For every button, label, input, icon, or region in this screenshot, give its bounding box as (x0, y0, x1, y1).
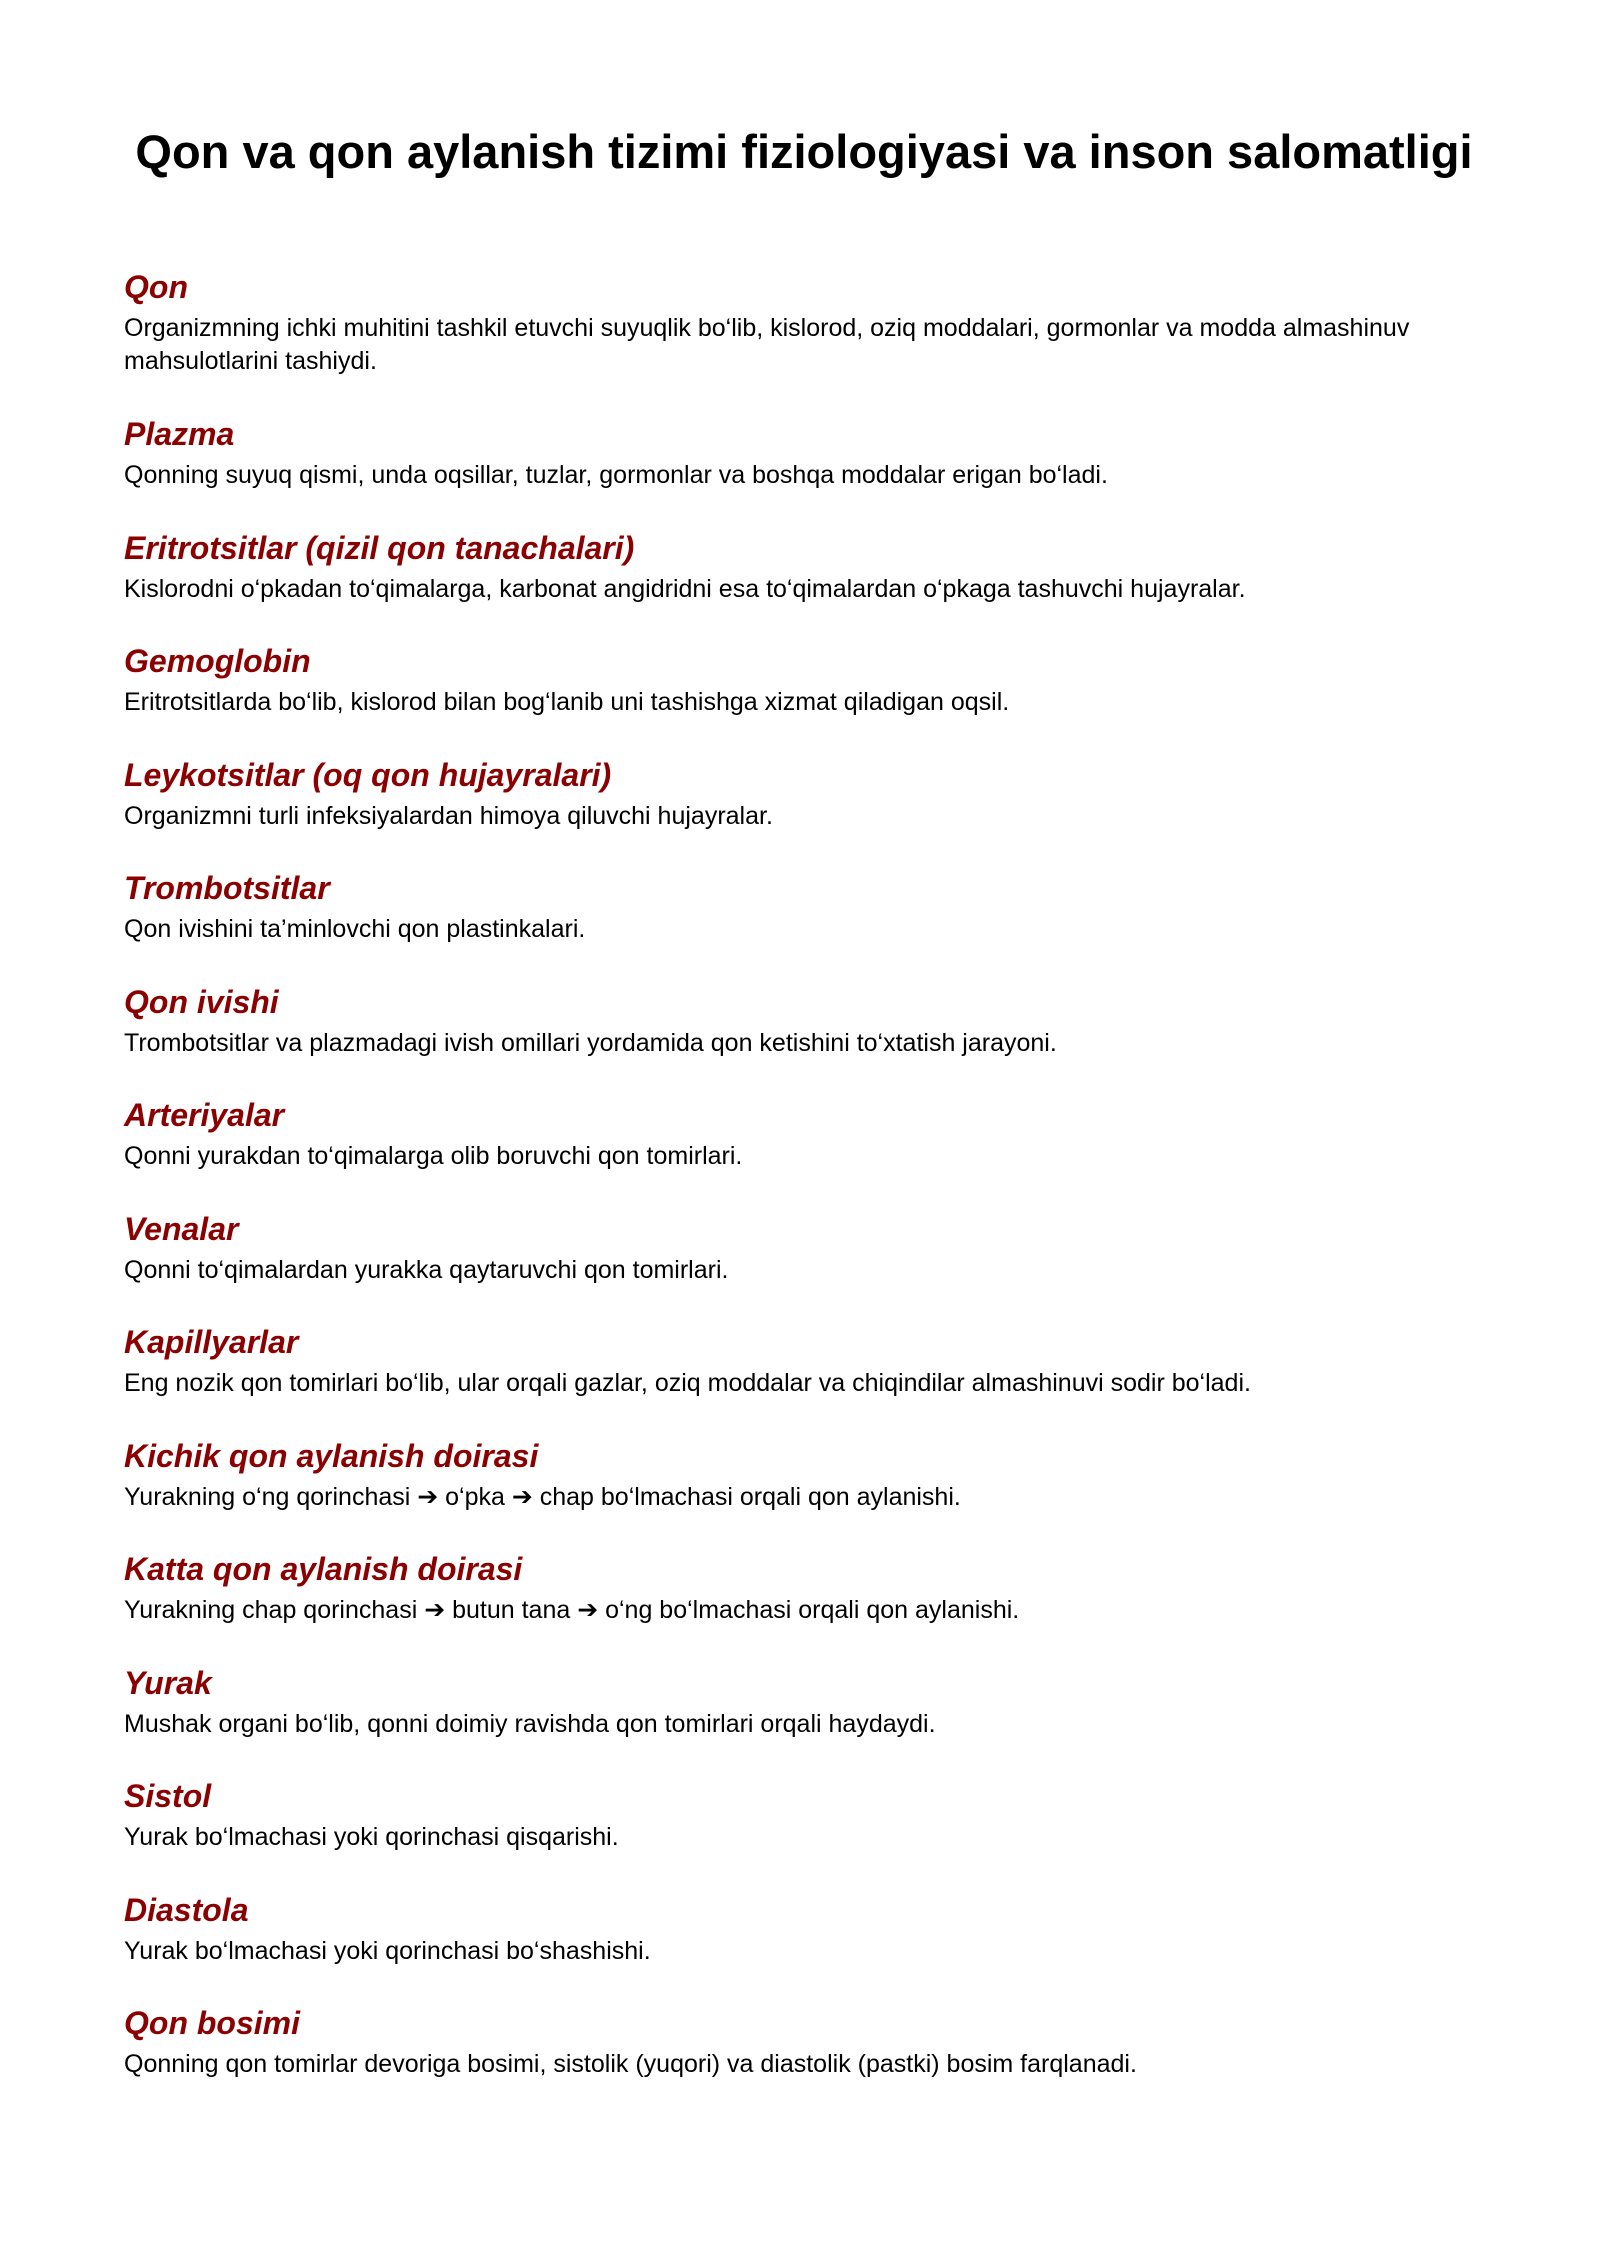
term-title: Qon bosimi (124, 2005, 300, 2041)
term-title: Gemoglobin (124, 643, 311, 679)
term-description: Yurakning chap qorinchasi ➔ butun tana ➔ o‘ng bo‘lmachasi orqali qon aylanishi. (124, 1596, 1020, 1624)
term-title: Diastola (124, 1891, 249, 1928)
term-description: Kislorodni o‘pkadan to‘qimalarga, karbonat angidridni esa to‘qimalardan o‘pkaga tashuvchi hujayralar. (124, 574, 1246, 603)
page-title: Qon va qon aylanish tizimi fiziologiyasi va inson salomatligi (135, 125, 1473, 178)
term-entry (124, 982, 1484, 1096)
term-entry (124, 414, 1484, 528)
term-entry (124, 1776, 1484, 1890)
term-description: Qonni yurakdan to‘qimalarga olib boruvchi qon tomirlari. (124, 1142, 743, 1170)
term-entry (124, 641, 1484, 755)
term-description: Yurakning o‘ng qorinchasi ➔ o‘pka ➔ chap bo‘lmachasi orqali qon aylanishi. (124, 1482, 961, 1511)
term-entry (124, 1322, 1484, 1436)
term-description: Qon ivishini ta’minlovchi qon plastinkalari. (124, 915, 586, 943)
term-entry (124, 1095, 1484, 1209)
term-description: Qonning qon tomirlar devoriga bosimi, sistolik (yuqori) va diastolik (pastki) bosim farqlanadi. (124, 2050, 1137, 2078)
term-description: Yurak bo‘lmachasi yoki qorinchasi bo‘shashishi. (124, 1936, 651, 1965)
term-title: Qon ivishi (124, 983, 279, 1020)
term-title: Sistol (124, 1778, 212, 1814)
term-description: Qonni to‘qimalardan yurakka qaytaruvchi qon tomirlari. (124, 1255, 729, 1284)
term-title: Trombotsitlar (124, 870, 330, 906)
term-list (124, 267, 1484, 2117)
term-title: Eritrotsitlar (qizil qon tanachalari) (124, 529, 635, 566)
document-page (124, 0, 1484, 2117)
term-entry (124, 267, 1484, 414)
term-description: Eritrotsitlarda bo‘lib, kislorod bilan bog‘lanib uni tashishga xizmat qiladigan oqsil. (124, 688, 1010, 716)
term-title: Kichik qon aylanish doirasi (124, 1437, 539, 1474)
term-title: Arteriyalar (124, 1097, 285, 1133)
term-entry (124, 2003, 1484, 2117)
term-title: Leykotsitlar (oq qon hujayralari) (124, 756, 612, 793)
term-entry (124, 868, 1484, 982)
term-entry (124, 1890, 1484, 2004)
term-title: Yurak (124, 1664, 212, 1701)
term-description: Organizmni turli infeksiyalardan himoya qiluvchi hujayralar. (124, 801, 773, 830)
term-title: Qon (124, 269, 188, 305)
term-title: Kapillyarlar (124, 1324, 299, 1360)
term-entry (124, 1436, 1484, 1550)
term-description: Organizmning ichki muhitini tashkil etuvchi suyuqlik bo‘lib, kislorod, oziq moddalari, gormonlar va modda almashinuv mahsulotlarini tashiydi. (124, 314, 1410, 375)
term-title: Katta qon aylanish doirasi (124, 1551, 523, 1587)
term-entry (124, 1209, 1484, 1323)
term-entry (124, 528, 1484, 642)
term-description: Qonning suyuq qismi, unda oqsillar, tuzlar, gormonlar va boshqa moddalar erigan bo‘ladi. (124, 461, 1108, 489)
term-title: Venalar (124, 1210, 239, 1247)
term-description: Yurak bo‘lmachasi yoki qorinchasi qisqarishi. (124, 1823, 619, 1851)
term-description: Trombotsitlar va plazmadagi ivish omillari yordamida qon ketishini to‘xtatish jarayoni. (124, 1028, 1057, 1057)
term-entry (124, 755, 1484, 869)
term-title: Plazma (124, 416, 235, 452)
term-entry (124, 1663, 1484, 1777)
term-description: Mushak organi bo‘lib, qonni doimiy ravishda qon tomirlari orqali haydaydi. (124, 1709, 936, 1738)
term-description: Eng nozik qon tomirlari bo‘lib, ular orqali gazlar, oziq moddalar va chiqindilar almashinuvi sodir bo‘ladi. (124, 1369, 1251, 1397)
term-entry (124, 1549, 1484, 1663)
